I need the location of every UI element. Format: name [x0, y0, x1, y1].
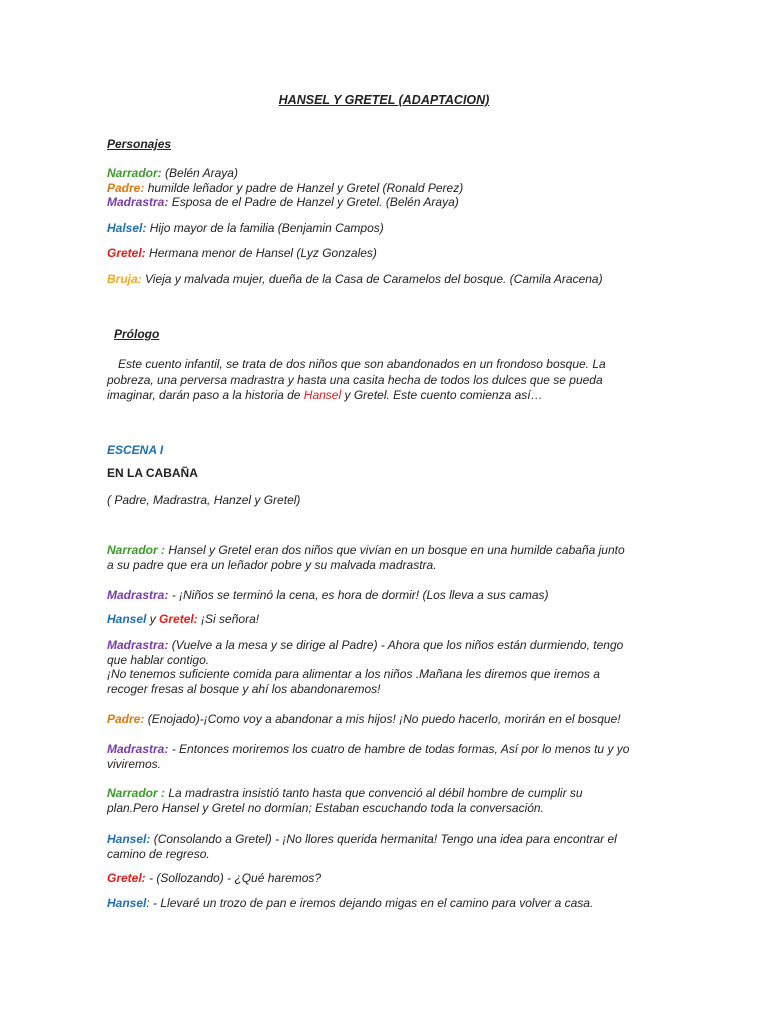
character-desc: humilde leñador y padre de Hanzel y Gretel (Ronald Perez)	[144, 181, 464, 195]
dialogue-line: a su padre que era un leñador pobre y su malvada madrastra.	[107, 558, 437, 572]
document-title: HANSEL Y GRETEL (ADAPTACION)	[278, 93, 490, 107]
speaker-name: Gretel:	[159, 612, 198, 626]
character-padre	[107, 181, 667, 196]
prologo-line: pobreza, una perversa madrastra y hasta una casita hecha de todos los dulces que se pueda	[107, 373, 603, 387]
character-gretel	[107, 246, 667, 261]
dialogue-line: ¡No tenemos suficiente comida para alimentar a los niños .Mañana les diremos que iremos a	[107, 667, 600, 681]
speaker-name: Madrastra:	[107, 742, 169, 756]
speaker-name: Narrador :	[107, 786, 166, 800]
speaker-name: Gretel:	[107, 871, 146, 885]
dialogue-line: Hansel: (Consolando a Gretel) - ¡No llores querida hermanita! Tengo una idea para encontrar el	[107, 832, 617, 846]
scene-cast: ( Padre, Madrastra, Hanzel y Gretel)	[107, 493, 301, 507]
character-desc: Vieja y malvada mujer, dueña de la Casa de Caramelos del bosque. (Camila Aracena)	[141, 272, 603, 286]
dialogue-line: Narrador : Hansel y Gretel eran dos niños que vivían en un bosque en una humilde cabaña junto	[107, 543, 625, 557]
character-madrastra	[107, 195, 667, 210]
speaker-name: Padre:	[107, 712, 145, 726]
character-name: Gretel:	[107, 246, 146, 260]
character-desc: Esposa de el Padre de Hanzel y Gretel. (Belén Araya)	[168, 195, 459, 209]
dialogue-line: Hansel y Gretel: ¡Si señora!	[107, 612, 260, 626]
dialogue-line: Madrastra: - Entonces moriremos los cuatro de hambre de todas formas, Así por lo menos tu y yo	[107, 742, 630, 756]
dialogue-line: viviremos.	[107, 757, 162, 771]
dialogue-line: que hablar contigo.	[107, 653, 210, 667]
dialogue-line: Madrastra: (Vuelve a la mesa y se dirige al Padre) - Ahora que los niños están durmiendo, tengo	[107, 638, 624, 652]
character-desc: Hermana menor de Hansel (Lyz Gonzales)	[145, 246, 377, 260]
dialogue-line: Gretel: - (Sollozando) - ¿Qué haremos?	[107, 871, 322, 885]
scene-label: ESCENA I	[107, 443, 164, 457]
character-desc: (Belén Araya)	[161, 166, 238, 180]
character-narrador	[107, 166, 667, 181]
speaker-name: Hansel	[107, 896, 147, 910]
speaker-name: Hansel:	[107, 832, 151, 846]
dialogue-line: Hansel: - Llevaré un trozo de pan e iremos dejando migas en el camino para volver a casa.	[107, 896, 594, 910]
character-name: Madrastra:	[107, 195, 169, 209]
hansel-highlight: Hansel	[303, 388, 342, 402]
dialogue-line: recoger fresas al bosque y ahí los abandonaremos!	[107, 682, 381, 696]
speaker-name: Hansel	[107, 612, 147, 626]
character-bruja	[107, 272, 667, 287]
scene-place: EN LA CABAÑA	[107, 466, 198, 480]
dialogue-line: Padre: (Enojado)-¡Como voy a abandonar a mis hijos! ¡No puedo hacerlo, morirán en el bosque!	[107, 712, 621, 726]
dialogue-line: Madrastra: - ¡Niños se terminó la cena, es hora de dormir! (Los lleva a sus camas)	[107, 588, 549, 602]
character-desc: Hijo mayor de la familia (Benjamin Campos)	[146, 221, 384, 235]
prologo-line: Este cuento infantil, se trata de dos niños que son abandonados en un frondoso bosque. La	[118, 357, 606, 371]
character-name: Halsel:	[107, 221, 147, 235]
dialogue-line: Narrador : La madrastra insistió tanto hasta que convenció al débil hombre de cumplir su	[107, 786, 583, 800]
prologo-heading: Prólogo	[114, 327, 160, 341]
character-name: Padre:	[107, 181, 145, 195]
personajes-heading: Personajes	[107, 137, 172, 151]
character-name: Bruja:	[107, 272, 142, 286]
dialogue-line: plan.Pero Hansel y Gretel no dormían; Estaban escuchando toda la conversación.	[107, 801, 544, 815]
speaker-name: Madrastra:	[107, 588, 169, 602]
character-name: Narrador:	[107, 166, 162, 180]
speaker-name: Narrador :	[107, 543, 166, 557]
speaker-name: Madrastra:	[107, 638, 169, 652]
dialogue-line: camino de regreso.	[107, 847, 210, 861]
character-halsel	[107, 221, 667, 236]
prologo-line: imaginar, darán paso a la historia de Hansel y Gretel. Este cuento comienza así…	[107, 388, 543, 402]
